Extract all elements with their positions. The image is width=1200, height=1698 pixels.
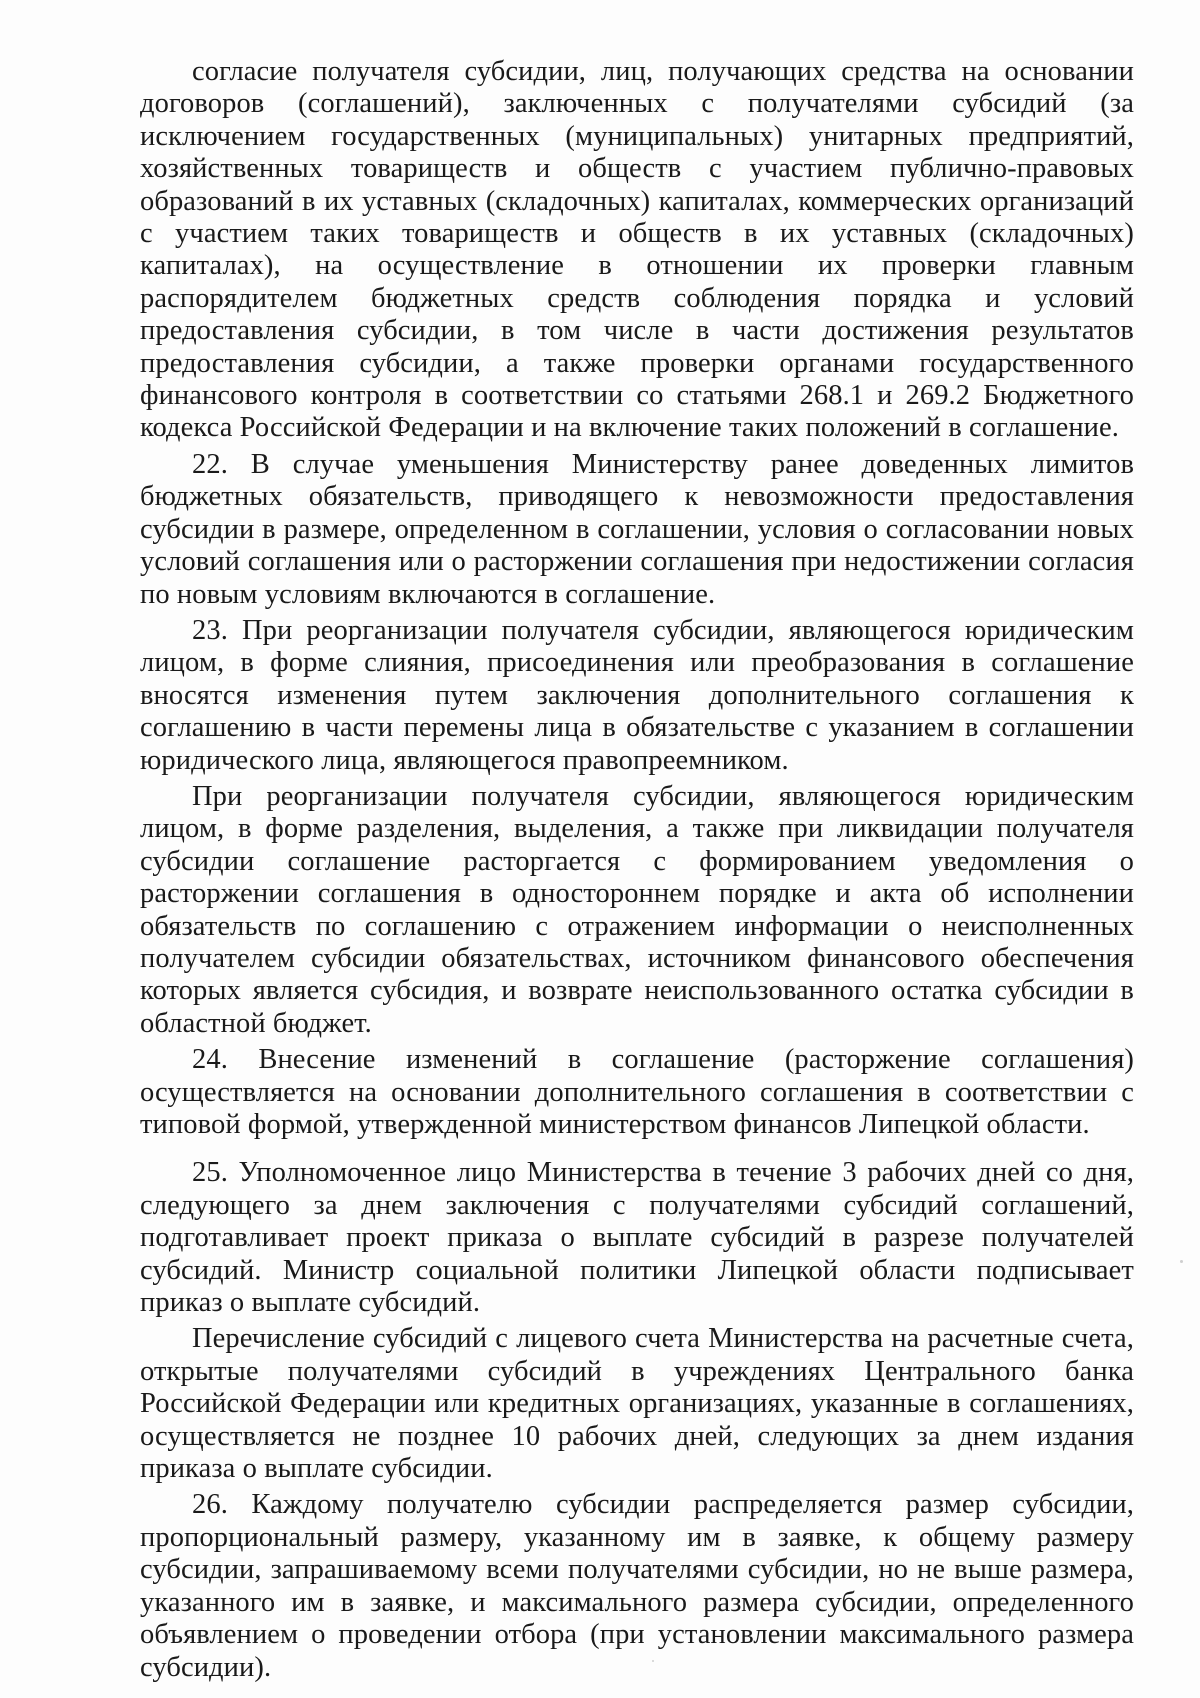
paragraph-23: 23. При реорганизации получателя субсидии, являющегося юридическим лицом, в форме слияния, присоединения или преобразования в соглашение вносятся изменения путем заключения дополнительного соглашения к соглашению в части перемены лица в обязательстве с указанием в соглашении юридического лица, являющегося правопреемником. [140, 614, 1134, 776]
paragraph-22: 22. В случае уменьшения Министерству ранее доведенных лимитов бюджетных обязательств, приводящего к невозможности предоставления субсидии в размере, определенном в соглашении, условия о согласовании новых условий соглашения или о расторжении соглашения при недостижении согласия по новым условиям включаются в соглашение. [140, 448, 1134, 610]
paragraph-26: 26. Каждому получателю субсидии распределяется размер субсидии, пропорциональный размеру, указанному им в заявке, к общему размеру субсидии, запрашиваемому всеми получателями субсидии, но не выше размера, указанного им в заявке, и максимального размера субсидии, определенного объявлением о проведении отбора (при установлении максимального размера субсидии). [140, 1489, 1134, 1683]
paragraph-24: 24. Внесение изменений в соглашение (расторжение соглашения) осуществляется на основании дополнительного соглашения в соответствии с типовой формой, утвержденной министерством финансов Липецкой области. [140, 1044, 1134, 1140]
scan-speck [652, 1660, 654, 1662]
paragraph-25-part-2: Перечисление субсидий с лицевого счета Министерства на расчетные счета, открытые получателями субсидий в учреждениях Центрального банка Российской Федерации или кредитных организациях, указанные в соглашениях, осуществляется не позднее 10 рабочих дней, следующих за днем издания приказа о выплате субсидии. [140, 1323, 1134, 1485]
paragraph-25: 25. Уполномоченное лицо Министерства в течение 3 рабочих дней со дня, следующего за днем заключения с получателями субсидий соглашений, подготавливает проект приказа о выплате субсидий в разрезе получателей субсидий. Министр социальной политики Липецкой области подписывает приказ о выплате субсидий. [140, 1157, 1134, 1319]
paragraph-23-part-2: При реорганизации получателя субсидии, являющегося юридическим лицом, в форме разделения, выделения, а также при ликвидации получателя субсидии соглашение расторгается с формированием уведомления о расторжении соглашения в одностороннем порядке и акта об исполнении обязательств по соглашению с отражением информации о неисполненных получателем субсидии обязательствах, источником финансового обеспечения которых является субсидия, и возврате неиспользованного остатка субсидии в областной бюджет. [140, 780, 1134, 1039]
document-body [140, 56, 1134, 1684]
paragraph-21-continuation: согласие получателя субсидии, лиц, получающих средства на основании договоров (соглашений), заключенных с получателями субсидий (за исключением государственных (муниципальных) унитарных предприятий, хозяйственных товариществ и обществ с участием публично-правовых образований в их уставных (складочных) капиталах, коммерческих организаций с участием таких товариществ и обществ в их уставных (складочных) капиталах), на осуществление в отношении их проверки главным распорядителем бюджетных средств соблюдения порядка и условий предоставления субсидии, в том числе в части достижения результатов предоставления субсидии, а также проверки органами государственного финансового контроля в соответствии со статьями 268.1 и 269.2 Бюджетного кодекса Российской Федерации и на включение таких положений в соглашение. [140, 56, 1134, 444]
scan-speck [1180, 1260, 1183, 1263]
